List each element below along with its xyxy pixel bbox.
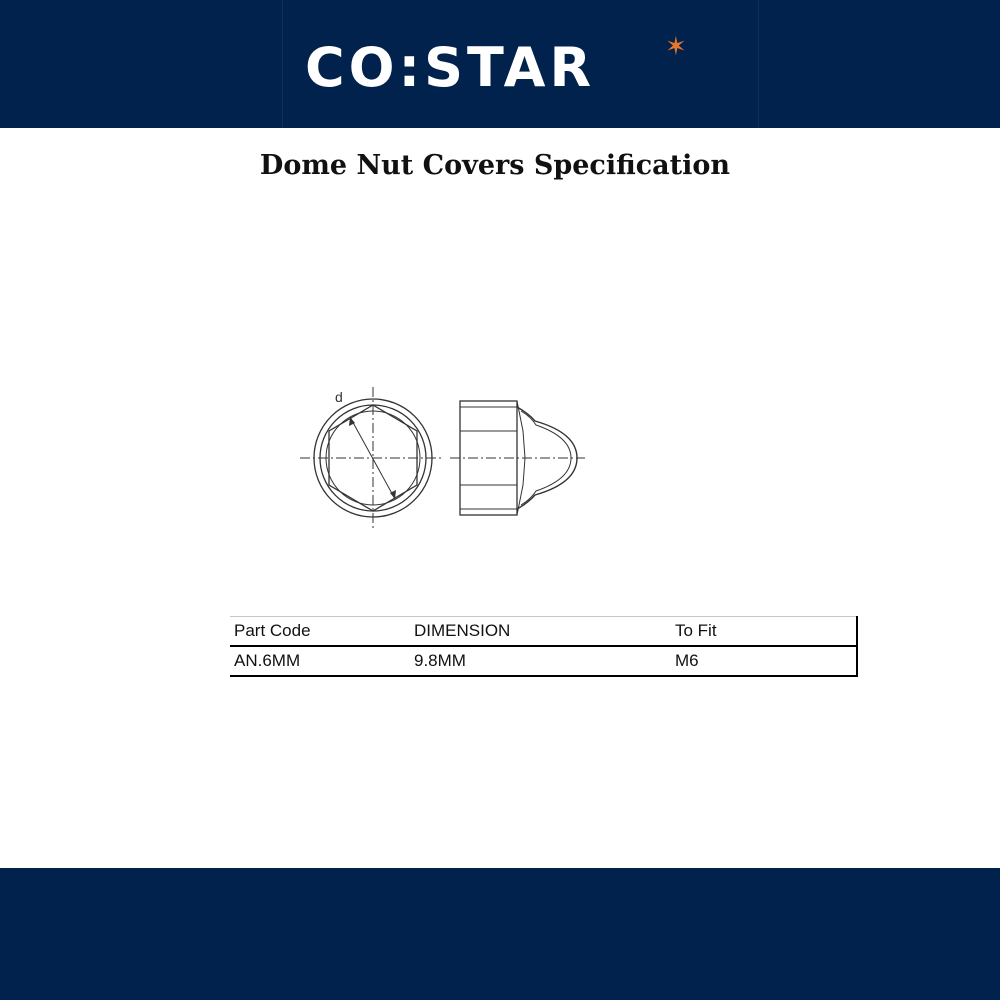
table-row (230, 646, 857, 676)
cell-dimension: 9.8MM (410, 646, 671, 676)
header-part-code: Part Code (230, 617, 410, 647)
diameter-label: d (335, 389, 343, 405)
costar-logo (305, 32, 695, 99)
spec-table (230, 616, 858, 677)
table-header-row (230, 617, 857, 647)
page-title: Dome Nut Covers Specification (259, 150, 731, 181)
cell-to-fit: M6 (671, 646, 857, 676)
header-panel-right (758, 0, 1000, 128)
footer-banner (0, 868, 1000, 1000)
logo-star-icon: ✶ (665, 32, 687, 62)
logo-text: CO:STAR (305, 36, 596, 99)
header-to-fit: To Fit (671, 617, 857, 647)
header-panel-left (0, 0, 283, 128)
cell-part-code: AN.6MM (230, 646, 410, 676)
dome-nut-drawing (295, 385, 595, 530)
header-banner (0, 0, 1000, 128)
header-dimension: DIMENSION (410, 617, 671, 647)
